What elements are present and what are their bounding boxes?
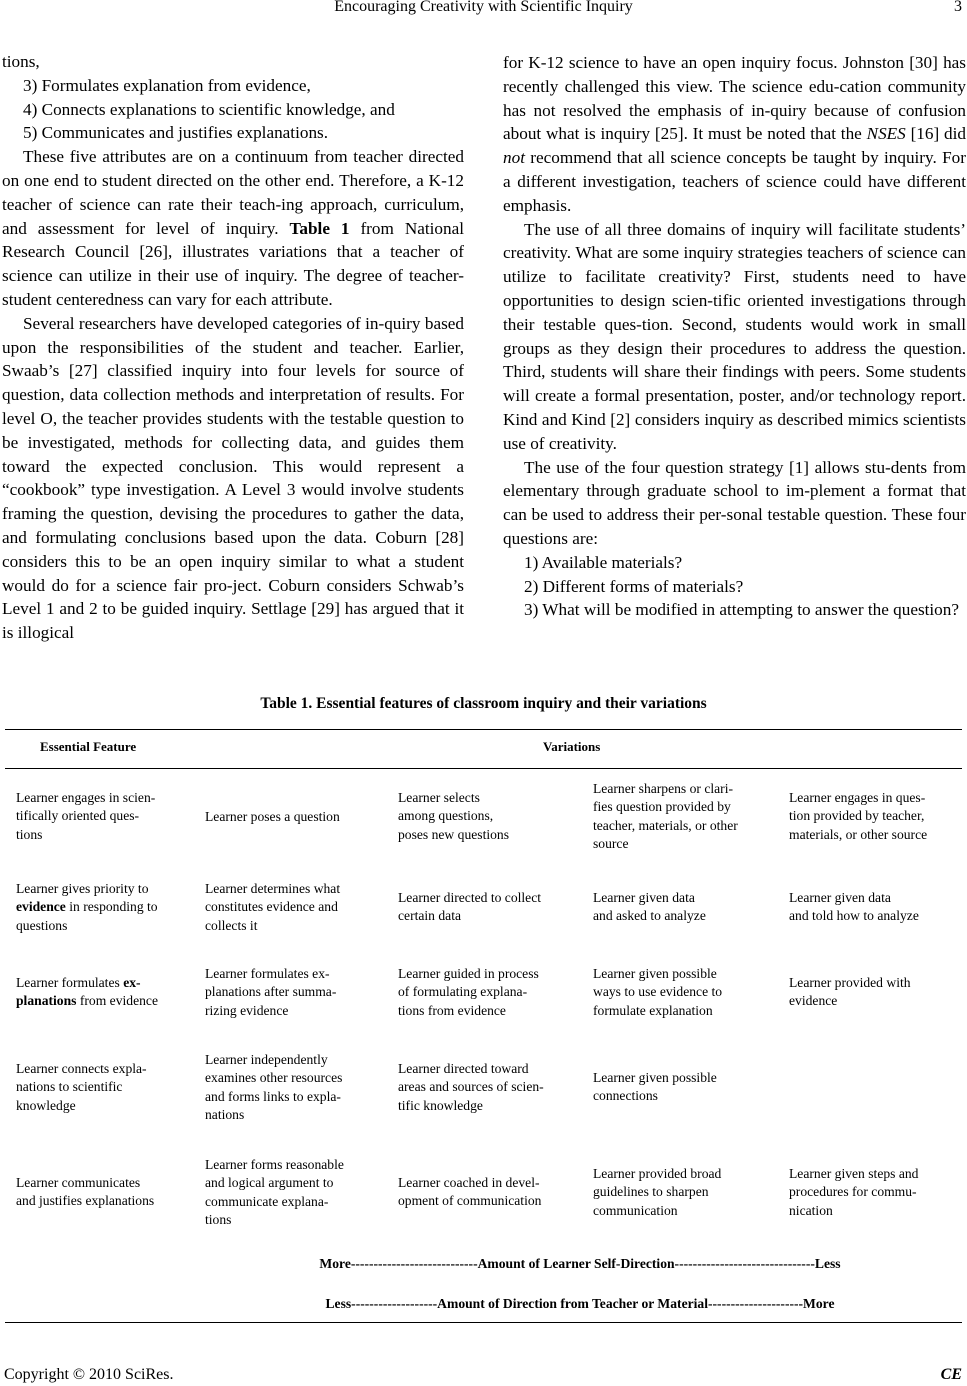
table-cell: Learner independently examines other resources and forms links to expla- nations [205,1052,343,1123]
table-cell: Learner poses a question [205,809,340,824]
running-title: Encouraging Creativity with Scientific Inquiry [334,0,633,15]
table-cell: Learner given steps and procedures for commu- nication [789,1166,919,1218]
table-cell: Learner sharpens or clari- fies question provided by teacher, materials, or other source [593,781,738,852]
table-cell: Learner directed toward areas and sources of scien- tific knowledge [398,1061,544,1113]
copyright-notice: Copyright © 2010 SciRes. [4,1366,174,1383]
table-cell: Learner provided broad guidelines to sharpen communication [593,1166,722,1218]
table-cell-feature: Learner gives priority to evidence in responding to questions [16,881,158,933]
paragraph: The use of the four question strategy [1] allows stu-dents from elementary through graduate school to im-plement a format that can be used to address their per-sonal testable question. These four questions are: [503,457,966,548]
table-cell: Learner given data and told how to analyze [789,890,919,924]
table-cell: Learner given possible connections [593,1070,717,1104]
table-header-rule [5,768,962,769]
list-item: 5) Communicates and justifies explanations. [23,123,329,143]
table-cell: Learner engages in ques- tion provided by teacher, materials, or other source [789,790,928,842]
scale-teacher-direction: Less-------------------Amount of Direction from Teacher or Material---------------------More [325,1296,835,1311]
header-variations: Variations [543,739,601,754]
table-cell: Learner coached in devel- opment of communication [398,1175,542,1209]
left-column [2,50,464,645]
table-cell-feature: Learner formulates ex- planations from evidence [16,975,158,1009]
table-cell: Learner provided with evidence [789,975,911,1009]
paragraph: These five attributes are on a continuum from teacher directed on one end to student directed on the other end. Therefore, a K-12 teacher of science can rate their teach-ing approach, curriculum, and assessment for level of inquiry. Table 1 from National Research Council [26], illustrates variations that a teacher of science can utilize in their use of inquiry. The degree of teacher-student centeredness can vary for each attribute. [2,147,464,309]
table-cell: Learner selects among questions, poses new questions [398,790,510,842]
paragraph: The use of all three domains of inquiry will facilitate students’ creativity. What are some inquiry strategies teachers of science can utilize to facilitate creativity? First, students need to have opportunities to design scien-tific oriented investigations through their testable ques-tion. Second, students would work in small groups as they design their procedures to address the question. Third, students will share their findings with peers. Some students will create a formal presentation, poster, and/or technology report. Kind and Kind [2] considers inquiry as described mimics scientists use of creativity. [503,219,966,453]
table-bottom-rule [5,1322,962,1323]
table-top-rule [5,729,962,730]
list-item: 4) Connects explanations to scientific knowledge, and [23,99,395,119]
table-cell: Learner formulates ex- planations after summa- rizing evidence [205,966,337,1018]
table-cell: Learner determines what constitutes evidence and collects it [205,881,341,933]
page-number: 3 [954,0,962,15]
list-item: 2) Different forms of materials? [524,576,744,596]
paragraph: Several researchers have developed categories of in-quiry based upon the responsibilities of the student and teacher. Earlier, Swaab’s [27] classified inquiry into four levels for source of question, data collection methods and interpretation of results. For level O, the teacher provides students with the testable question to be investigated, methods for collecting data, and guides them toward the expected conclusion. This would represent a “cookbook” type investigation. A Level 3 would involve students framing the question, devising the procedures to gather the data, and formulating conclusions based upon the data. Coburn [28] considers this to be an open inquiry similar to what a student would do for a science fair pro-ject. Coburn considers Schwab’s Level 1 and 2 to be guided inquiry. Settlage [29] has argued that it is illogical [2,313,464,643]
table-cell-feature: Learner connects expla- nations to scientific knowledge [16,1061,147,1113]
table-cell: Learner given data and asked to analyze [593,890,706,924]
journal-abbrev: CE [940,1366,962,1383]
right-column [503,51,966,622]
table-cell: Learner guided in process of formulating explana- tions from evidence [398,966,539,1018]
table-reference: Table 1 [289,218,350,238]
table-cell: Learner directed to collect certain data [398,890,542,924]
table-cell: Learner forms reasonable and logical argument to communicate explana- tions [205,1157,344,1228]
paragraph: for K-12 science to have an open inquiry focus. Johnston [30] has recently challenged this view. The science edu-cation community has not resolved the emphasis of in-quiry because of confusion about what is inquiry [25]. It must be noted that the NSES [16] did not recommend that all science concepts be taught by inquiry. For a different investigation, teachers of science could have different emphasis. [503,53,966,215]
table-cell-feature: Learner communicates and justifies explanations [16,1175,155,1209]
table-cell-feature: Learner engages in scien- tifically oriented ques- tions [16,790,156,842]
header-essential-feature: Essential Feature [40,739,137,754]
list-item: 3) What will be modified in attempting to answer the question? [524,600,959,620]
page-header [0,0,967,22]
paragraph: tions, [2,52,40,71]
scale-self-direction: More----------------------------Amount of Learner Self-Direction-------------------------------Less [319,1256,841,1271]
table-caption: Table 1. Essential features of classroom inquiry and their variations [260,695,707,712]
list-item: 1) Available materials? [524,552,683,572]
list-item: 3) Formulates explanation from evidence, [23,75,311,95]
table-cell: Learner given possible ways to use evidence to formulate explanation [593,966,723,1018]
